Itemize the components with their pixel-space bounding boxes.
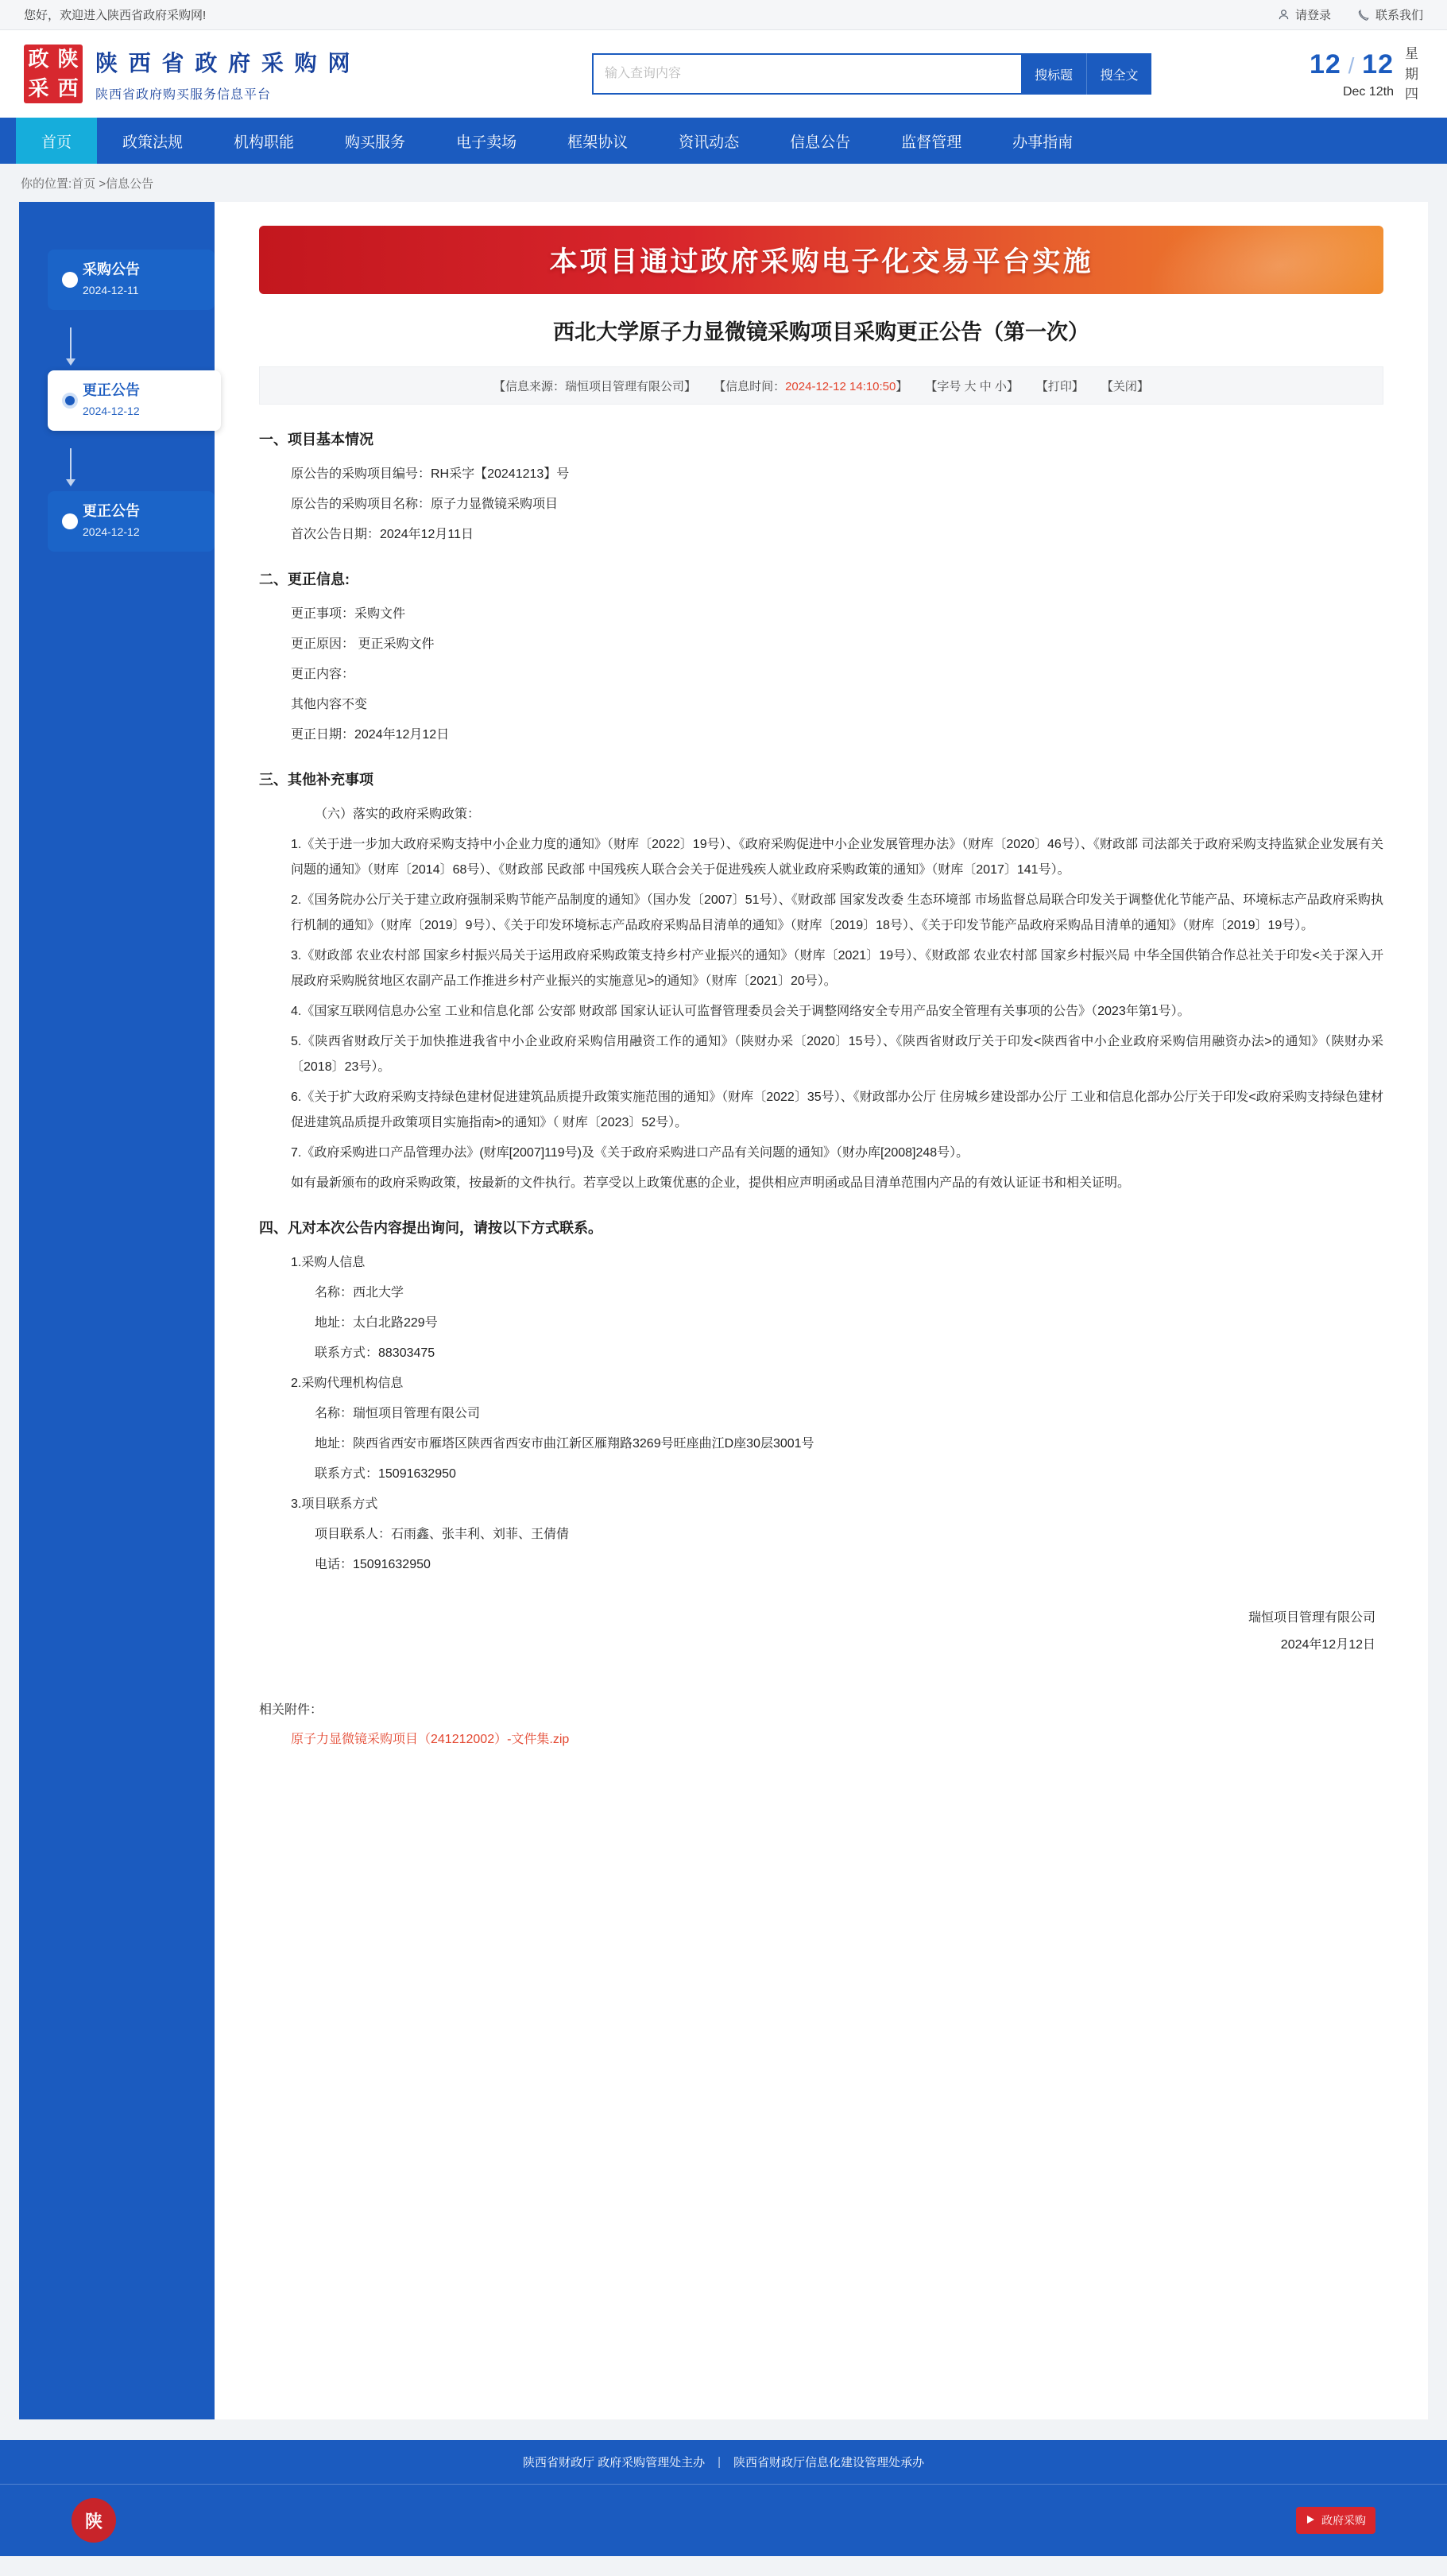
timeline-card-3[interactable] [48,491,215,552]
site-logo [24,45,83,103]
timeline-node-2[interactable] [19,370,215,444]
project-contact-persons: 项目联系人：石雨鑫、张丰利、刘菲、王倩倩 [315,1528,570,1541]
timeline-title-3: 更正公告 [83,503,140,519]
attachments-heading: 相关附件： [259,1703,323,1718]
nav-item-purchase-service[interactable]: 购买服务 [345,134,406,151]
section-1-line-2: 原公告的采购项目名称：原子力显微镜采购项目 [291,498,559,511]
timeline-card-2[interactable] [48,370,221,431]
section-4-heading: 四、凡对本次公告内容提出询问，请按以下方式联系。 [259,1220,602,1236]
footer-bottom [0,2485,1447,2556]
footer-left-text: 陕西省财政厅 政府采购管理处主办 [522,2456,706,2469]
login-label: 请登录 [1294,9,1331,22]
nav-item-supervision[interactable]: 监督管理 [901,134,962,151]
purchaser-name: 名称：西北大学 [315,1286,404,1300]
site-name: 陕 西 省 政 府 采 购 网 [95,50,353,76]
footer-right-text: 陕西省财政厅信息化建设管理处承办 [733,2456,925,2469]
search-box [592,53,1151,95]
section-2-line-3: 更正内容： [291,668,355,681]
section-1-line-3: 首次公告日期：2024年12月11日 [291,528,474,541]
footer-divider: | [718,2455,722,2469]
timeline-date-2: 2024-12-12 [83,405,140,418]
timeline-title-1: 采购公告 [83,261,140,277]
logo-char-4: 西 [57,76,79,101]
timeline-connector-2 [19,444,215,491]
site-subtitle: 陕西省政府购买服务信息平台 [95,87,272,102]
timeline-card-1[interactable] [48,250,215,310]
agency-info-heading: 2.采购代理机构信息 [291,1377,404,1390]
nav-item-framework[interactable]: 框架协议 [567,134,629,151]
timeline-date-3: 2024-12-12 [83,525,140,539]
section-3-item-7: 7.《政府采购进口产品管理办法》(财库[2007]119号)及《关于政府采购进口产品有关问题的通知》（财办库[2008]248号）。 [291,1146,969,1160]
logo-char-2: 陕 [57,47,79,72]
nav-item-policy[interactable]: 政策法规 [122,134,184,151]
search-title-button[interactable]: 搜标题 [1021,53,1086,95]
meta-bar [259,366,1383,405]
welcome-text: 您好，欢迎进入陕西省政府采购网! [24,9,207,22]
nav-item-functions[interactable]: 机构职能 [234,134,295,151]
site-footer [0,2440,1447,2556]
print-button[interactable]: 【打印】 [1035,379,1084,393]
timeline-node-1[interactable] [19,250,215,323]
date-numeric [1310,49,1394,80]
section-2-line-1: 更正事项：采购文件 [291,607,406,621]
section-3-tail: 如有最新颁布的政府采购政策，按最新的文件执行。若享受以上政策优惠的企业，提供相应声明函或品目清单范围内产品的有效认证证书和相关证明。 [291,1176,1131,1190]
project-contact-phone: 电话：15091632950 [315,1558,431,1571]
close-button[interactable]: 【关闭】 [1101,379,1149,393]
page-title: 西北大学原子力显微镜采购项目采购更正公告（第一次） [553,320,1089,344]
brand-titles [95,46,352,103]
meta-time-label: 【信息时间： [714,379,786,393]
user-icon [1278,9,1290,21]
purchaser-info-heading: 1.采购人信息 [291,1256,366,1269]
section-3-item-5: 5.《陕西省财政厅关于加快推进我省中小企业政府采购信用融资工作的通知》（陕财办采〔2020〕15号）、《陕西省财政厅关于印发<陕西省中小企业政府采购信用融资办法>的通知》（陕财办采〔2018〕23号）。 [291,1035,1383,1074]
signature-block [259,1605,1383,1658]
nav-item-guide[interactable]: 办事指南 [1012,134,1074,151]
purchaser-contact: 联系方式：88303475 [315,1346,435,1360]
footer-badges [1285,2507,1375,2534]
body-wrapper [0,202,1447,2419]
contact-label: 联系我们 [1375,9,1423,22]
weekday-char-2: 期 [1405,66,1418,82]
timeline-dot-icon-2 [62,393,78,409]
nav-item-home[interactable]: 首页 [16,118,97,164]
nav-item-announcements[interactable]: 信息公告 [790,134,851,151]
section-3-intro: （六）落实的政府采购政策： [315,808,481,821]
play-icon [1306,2514,1315,2527]
section-2-line-2: 更正原因： 更正采购文件 [291,637,435,651]
section-2-line-5: 更正日期：2024年12月12日 [291,728,450,742]
top-bar-actions [1278,6,1423,23]
timeline-dot-icon-3 [62,513,78,529]
project-contact-heading: 3.项目联系方式 [291,1497,378,1511]
timeline-date-1: 2024-12-11 [83,284,139,297]
search-fulltext-button[interactable]: 搜全文 [1086,53,1151,95]
weekday-char-3: 四 [1405,86,1418,102]
timeline-dot-icon-1 [62,272,78,288]
main-nav [0,118,1447,164]
font-size-control[interactable]: 【字号 大 中 小】 [925,379,1019,393]
banner-text: 本项目通过政府采购电子化交易平台实施 [549,246,1093,277]
section-2-heading: 二、更正信息: [259,571,350,587]
timeline-title-2: 更正公告 [83,382,140,398]
signature-company: 瑞恒项目管理有限公司 [1248,1611,1375,1625]
down-arrow-icon-2 [70,448,72,485]
section-1-line-1: 原公告的采购项目编号：RH采字【20241213】号 [291,467,570,481]
section-3-heading: 三、其他补充事项 [259,772,373,788]
agency-address: 地址：陕西省西安市雁塔区陕西省西安市曲江新区雁翔路3269号旺座曲江D座30层3001号 [315,1437,814,1451]
platform-banner [259,226,1383,294]
top-bar [0,0,1447,30]
agency-contact: 联系方式：15091632950 [315,1467,456,1481]
signature-date: 2024年12月12日 [1280,1637,1375,1652]
phone-icon [1358,9,1370,21]
timeline-node-3[interactable] [19,491,215,564]
logo-char-3: 采 [28,76,49,101]
section-3-item-1: 1.《关于进一步加大政府采购支持中小企业力度的通知》（财库〔2022〕19号）、《政府采购促进中小企业发展管理办法》（财库〔2020〕46号）、《财政部 司法部关于政府采购支持监狱企业发展有关问题的通知》（财库〔2014〕68号）、《财政部 民政部 中国残疾人联合会关于促进残疾人就业政府采购政策的通知》（财库〔2017〕141号）。 [291,838,1383,877]
meta-time-value: 2024-12-12 14:10:50 [785,379,896,393]
date-month: 12 [1310,48,1341,79]
date-day: 12 [1362,48,1394,79]
section-3-item-2: 2.《国务院办公厅关于建立政府强制采购节能产品制度的通知》（国办发〔2007〕51号）、《财政部 国家发改委 生态环境部 市场监督总局联合印发关于调整优化节能产品、环境标志产品政府采购执行机制的通知》（财库〔2019〕9号）、《关于印发环境标志产品政府采购品目清单的通知》（财库〔2019〕18号）、《关于印发节能产品政府采购品目清单的通知》（财库〔2019〕19号）。 [291,893,1383,932]
nav-item-emarket[interactable]: 电子卖场 [456,134,517,151]
meta-time-tail: 】 [896,379,908,393]
government-seal-icon [72,2498,116,2543]
contact-link[interactable] [1358,6,1423,23]
procurement-badge-label: 政府采购 [1321,2514,1366,2527]
weekday [1405,44,1418,105]
footer-org-line [0,2440,1447,2485]
login-link[interactable] [1278,6,1331,23]
logo-char-1: 政 [28,47,49,72]
meta-source: 【信息来源：瑞恒项目管理有限公司】 [493,379,697,393]
section-2-line-4: 其他内容不变 [291,698,368,711]
section-3-item-3: 3.《财政部 农业农村部 国家乡村振兴局关于运用政府采购政策支持乡村产业振兴的通知》（财库〔2021〕19号）、《财政部 农业农村部 国家乡村振兴局 中华全国供销合作总社关于印发<关于深入开展政府采购脱贫地区农副产品工作推进乡村产业振兴的实施意见>的通知》（财库〔2021〕20号）。 [291,949,1383,988]
section-1-heading: 一、项目基本情况 [259,432,373,447]
brand[interactable] [24,45,352,103]
agency-name: 名称：瑞恒项目管理有限公司 [315,1407,481,1420]
date-widget [1310,44,1418,105]
section-3-item-6: 6.《关于扩大政府采购支持绿色建材促进建筑品质提升政策实施范围的通知》（财库〔2022〕35号）、《财政部办公厅 住房城乡建设部办公厅 工业和信息化部办公厅关于印发<政府采购支持绿色建材促进建筑品质提升政策项目实施指南>的通知》（ 财库〔2023〕52号）。 [291,1090,1383,1129]
site-header [0,30,1447,118]
down-arrow-icon-1 [70,327,72,364]
breadcrumb: 你的位置:首页 >信息公告 [21,176,154,191]
search-input[interactable] [592,53,1021,95]
article-content [215,202,1428,2419]
meta-time [714,378,907,394]
date-slash: / [1341,52,1363,78]
timeline-connector-1 [19,323,215,370]
attachment-link[interactable]: 原子力显微镜采购项目（241212002）-文件集.zip [291,1733,570,1747]
purchaser-address: 地址：太白北路229号 [315,1316,438,1330]
weekday-char-1: 星 [1405,45,1418,61]
date-english: Dec 12th [1342,84,1394,99]
sidebar-timeline [19,202,215,2419]
nav-item-news[interactable]: 资讯动态 [679,134,740,151]
section-3-item-4: 4.《国家互联网信息办公室 工业和信息化部 公安部 财政部 国家认证认可监督管理委员会关于调整网络安全专用产品安全管理有关事项的公告》（2023年第1号）。 [291,1005,1190,1018]
seal-char: 陕 [84,2511,103,2531]
procurement-badge[interactable] [1296,2507,1375,2534]
